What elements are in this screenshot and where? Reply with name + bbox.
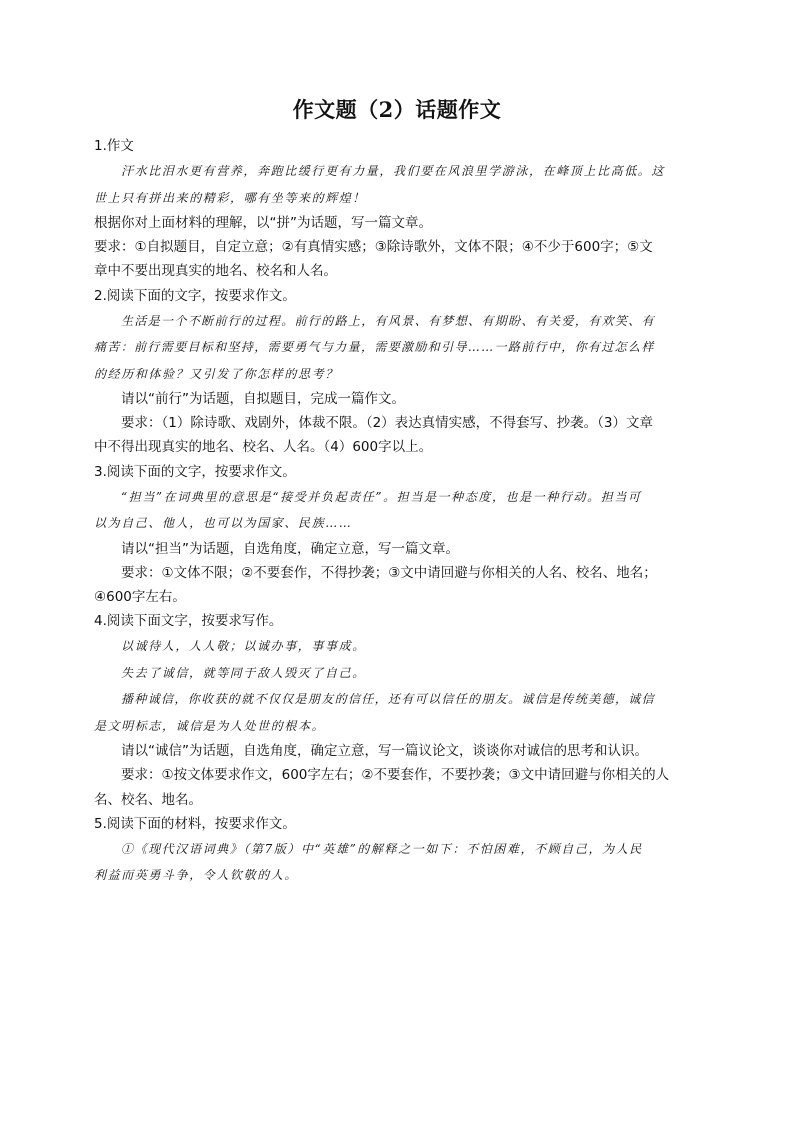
question-4-prompt: 请以“诚信”为话题，自选角度，确定立意，写一篇议论文，谈谈你对诚信的思考和认识。 [121, 743, 648, 760]
question-1-prompt: 根据你对上面材料的理解，以“拼”为话题，写一篇文章。 [94, 215, 432, 232]
question-5-material-line: 利益而英勇斗争，令人钦敬的人。 [94, 868, 299, 883]
question-3-material-line: “担当”在词典里的意思是“接受并负起责任”。担当是一种态度，也是一种行动。担当可 [121, 489, 642, 504]
question-5 [94, 812, 694, 889]
question-4 [94, 609, 694, 811]
question-1-requirements: 章中不要出现真实的地名、校名和人名。 [94, 263, 337, 280]
question-4-material-line: 播种诚信，你收获的就不仅仅是朋友的信任，还有可以信任的朋友。诚信是传统美德，诚信 [121, 692, 656, 707]
question-2-prompt: 请以“前行”为话题，自拟题目，完成一篇作文。 [121, 391, 405, 408]
question-4-heading: 4.阅读下面文字，按要求写作。 [94, 613, 283, 630]
question-1-requirements: 要求：①自拟题目，自定立意；②有真情实感；③除诗歌外，文体不限；④不少于600字；⑤文 [94, 239, 653, 256]
question-2-requirements: 要求：（1）除诗歌、戏剧外，体裁不限。（2）表达真情实感，不得套写、抄袭。（3）文章 [121, 415, 654, 432]
question-2-material-line: 痛苦：前行需要目标和坚持，需要勇气与力量，需要激励和引导……一路前行中，你有过怎么样 [94, 340, 655, 355]
question-3-requirements: 要求：①文体不限；②不要套作，不得抄袭；③文中请回避与你相关的人名、校名、地名； [121, 564, 657, 581]
question-3 [94, 460, 694, 610]
question-3-requirements: ④600字左右。 [94, 589, 186, 606]
question-4-material-line: 失去了诚信，就等同于敌人毁灭了自己。 [121, 665, 366, 680]
question-5-material-line: ①《现代汉语词典》（第7版）中“英雄”的解释之一如下：不怕困难，不顾自己，为人民 [121, 841, 643, 856]
question-2-requirements: 中不得出现真实的地名、校名、人名。（4）600字以上。 [94, 439, 433, 456]
question-1 [94, 134, 694, 284]
question-3-heading: 3.阅读下面的文字，按要求作文。 [94, 463, 296, 480]
page-title: 作文题（2）话题作文 [292, 97, 502, 122]
question-1-material-line: 汗水比泪水更有营养，奔跑比缓行更有力量，我们要在风浪里学游泳，在峰顶上比高低。这 [121, 164, 666, 179]
question-4-requirements: 要求：①按文体要求作文，600字左右；②不要套作，不要抄袭；③文中请回避与你相关的人 [121, 767, 670, 784]
question-3-prompt: 请以“担当”为话题，自选角度，确定立意，写一篇文章。 [121, 540, 459, 557]
question-2-material-line: 的经历和体验？又引发了你怎样的思考？ [94, 366, 339, 381]
question-4-material-line: 以诚待人，人人敬；以诚办事，事事成。 [121, 639, 366, 654]
question-2-heading: 2.阅读下面的文字，按要求作文。 [94, 287, 296, 304]
question-4-material-line: 是文明标志，诚信是为人处世的根本。 [94, 718, 326, 733]
document-body [94, 134, 694, 889]
question-1-material-line: 世上只有拼出来的精彩，哪有坐等来的辉煌！ [94, 190, 367, 205]
question-3-material-line: 以为自己、他人，也可以为国家、民族…… [94, 516, 353, 531]
question-4-requirements: 名、校名、地名。 [94, 791, 202, 808]
question-2 [94, 284, 694, 460]
question-5-heading: 5.阅读下面的材料，按要求作文。 [94, 815, 296, 832]
question-1-heading: 1.作文 [94, 138, 134, 154]
question-2-material-line: 生活是一个不断前行的过程。前行的路上，有风景、有梦想、有期盼、有关爱，有欢笑、有 [121, 313, 656, 328]
